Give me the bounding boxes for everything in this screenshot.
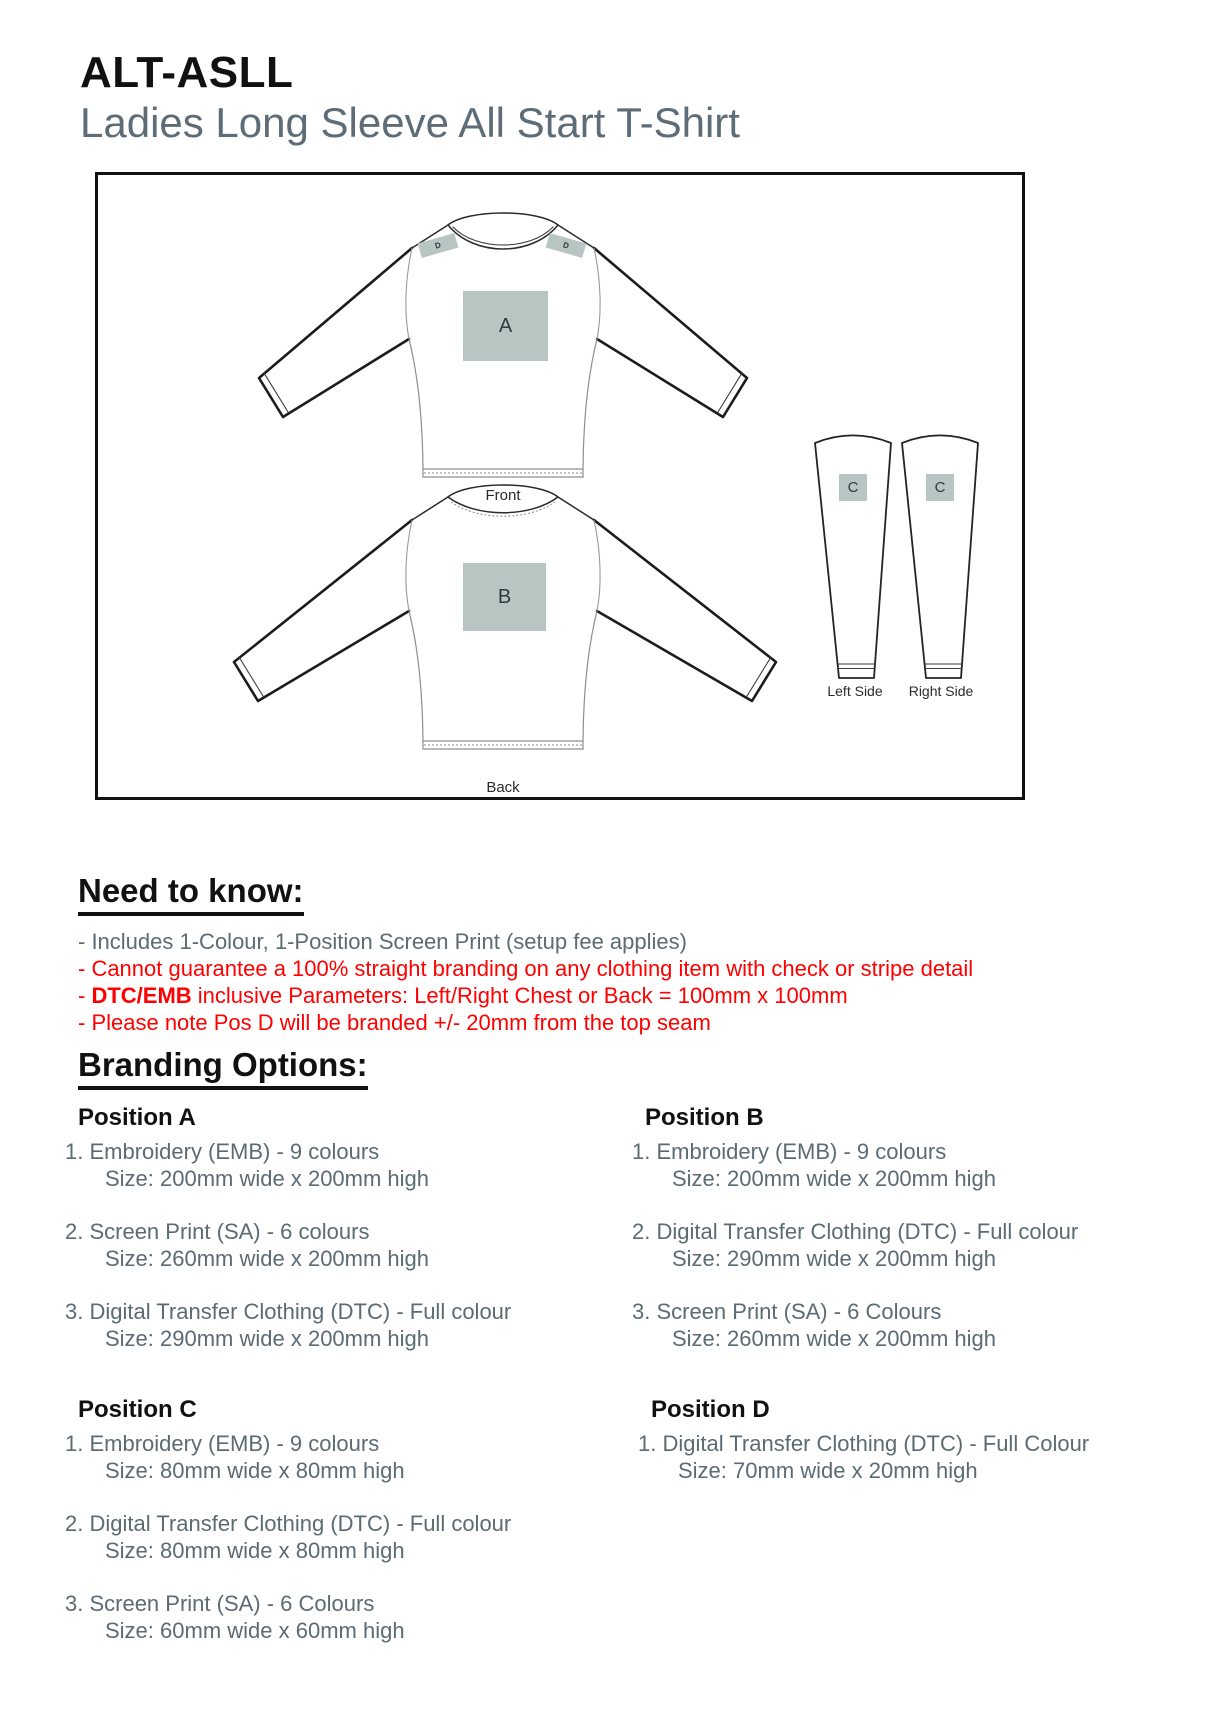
need-note-dtc-emb-parameters [78,982,1158,1009]
option-method: 2. Digital Transfer Clothing (DTC) - Full colour [65,1511,512,1536]
option-size: Size: 60mm wide x 60mm high [105,1618,405,1643]
option-method: 2. Digital Transfer Clothing (DTC) - Full colour [632,1219,1079,1244]
option-item [65,1510,640,1564]
product-name: Ladies Long Sleeve All Start T-Shirt [80,99,740,147]
option-size: Size: 200mm wide x 200mm high [672,1166,997,1191]
option-method: 1. Digital Transfer Clothing (DTC) - Full Colour [638,1431,1090,1456]
branding-options-heading-text: Branding Options: [78,1046,368,1090]
option-item [65,1138,640,1192]
position-c-right-letter: C [934,479,946,496]
option-method: 3. Screen Print (SA) - 6 Colours [632,1299,942,1324]
branding-options-heading [78,1046,368,1090]
option-method: 1. Embroidery (EMB) - 9 colours [65,1431,380,1456]
option-size: Size: 260mm wide x 200mm high [672,1326,997,1351]
need-note-dtc-emb-rest: inclusive Parameters: Left/Right Chest or Back = 100mm x 100mm [191,983,848,1008]
option-size: Size: 290mm wide x 200mm high [105,1326,430,1351]
option-item [638,1430,1213,1484]
position-b-title: Position B [645,1104,764,1131]
option-method: 3. Digital Transfer Clothing (DTC) - Full colour [65,1299,512,1324]
position-a-marker [463,291,548,361]
option-size: Size: 200mm wide x 200mm high [105,1166,430,1191]
need-note-dtc-emb-bold: DTC/EMB [91,983,192,1008]
position-a-block [65,1104,640,1378]
option-size: Size: 80mm wide x 80mm high [105,1458,405,1483]
position-c-left-letter: C [847,479,859,496]
option-method: 1. Embroidery (EMB) - 9 colours [632,1139,947,1164]
need-to-know-heading [78,872,304,916]
position-b-marker [463,563,546,631]
option-item [632,1218,1207,1272]
option-size: Size: 80mm wide x 80mm high [105,1538,405,1563]
position-d-title: Position D [651,1396,770,1423]
back-view-label: Back [486,779,520,796]
option-method: 1. Embroidery (EMB) - 9 colours [65,1139,380,1164]
product-sku: ALT-ASLL [80,48,294,97]
need-note-branding-guarantee: - Cannot guarantee a 100% straight branding on any clothing item with check or stripe detail [78,956,974,981]
option-item [65,1590,640,1644]
option-item [632,1298,1207,1352]
option-method: 3. Screen Print (SA) - 6 Colours [65,1591,375,1616]
position-a-title: Position A [78,1104,196,1131]
need-note-pos-d-seam: - Please note Pos D will be branded +/- 20mm from the top seam [78,1010,711,1035]
need-to-know-list [78,928,1158,1036]
position-d-left-letter: D [433,240,443,251]
position-b-letter: B [497,585,512,608]
title-block [80,50,740,145]
option-size: Size: 260mm wide x 200mm high [105,1246,430,1271]
right-sleeve-drawing [902,436,978,679]
position-c-left-marker [839,474,867,501]
left-sleeve-drawing [815,436,891,679]
need-to-know-heading-text: Need to know: [78,872,304,916]
need-note-included-print: - Includes 1-Colour, 1-Position Screen Print (setup fee applies) [78,929,687,954]
garment-diagram-panel [95,172,1025,800]
position-d-block [638,1396,1213,1510]
position-b-block [632,1104,1207,1378]
option-item [65,1218,640,1272]
position-c-title: Position C [78,1396,197,1423]
option-size: Size: 70mm wide x 20mm high [678,1458,978,1483]
option-item [65,1430,640,1484]
option-item [65,1298,640,1352]
option-size: Size: 290mm wide x 200mm high [672,1246,997,1271]
option-method: 2. Screen Print (SA) - 6 colours [65,1219,370,1244]
position-d-right-letter: D [561,240,571,251]
option-item [632,1138,1207,1192]
right-side-label: Right Side [908,683,974,699]
left-side-label: Left Side [827,683,883,699]
front-view-label: Front [485,487,521,504]
position-a-letter: A [498,314,513,337]
position-c-block [65,1396,640,1670]
position-c-right-marker [926,474,954,501]
need-note-dash: - [78,983,92,1008]
